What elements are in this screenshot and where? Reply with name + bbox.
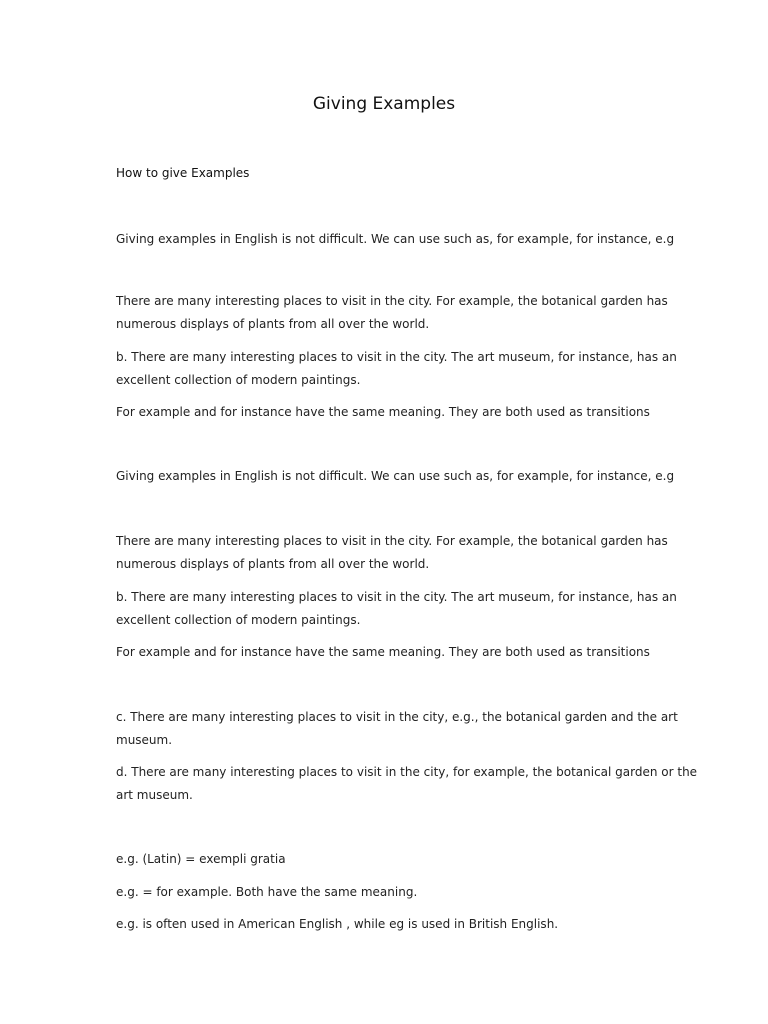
paragraph-line: c. There are many interesting places to visit in the city, e.g., the botanical garden and the art (116, 710, 678, 724)
paragraph-line: There are many interesting places to visit in the city. For example, the botanical garden has (116, 294, 668, 308)
paragraph-line: e.g. = for example. Both have the same meaning. (116, 885, 418, 899)
paragraph-line: b. There are many interesting places to visit in the city. The art museum, for instance, has an (116, 590, 677, 604)
paragraph-example-c (116, 706, 676, 752)
section-heading: How to give Examples (116, 166, 250, 180)
paragraph-eg-meaning (116, 881, 676, 904)
paragraph-line: Giving examples in English is not difficult. We can use such as, for example, for instance, e.g (116, 232, 675, 246)
paragraph-line: b. There are many interesting places to visit in the city. The art museum, for instance, has an (116, 350, 677, 364)
paragraph-intro-1 (116, 228, 676, 251)
paragraph-intro-2 (116, 465, 676, 488)
paragraph-line: numerous displays of plants from all over the world. (116, 317, 430, 331)
paragraph-eg-usage (116, 913, 676, 936)
paragraph-example-a-2 (116, 530, 676, 576)
paragraph-line: Giving examples in English is not difficult. We can use such as, for example, for instance, e.g (116, 469, 675, 483)
paragraph-line: e.g. (Latin) = exempli gratia (116, 852, 286, 866)
paragraph-line: museum. (116, 733, 173, 747)
paragraph-example-b-2 (116, 586, 676, 632)
paragraph-example-b-1 (116, 346, 676, 392)
paragraph-line: art museum. (116, 788, 193, 802)
paragraph-line: d. There are many interesting places to visit in the city, for example, the botanical garden or the (116, 765, 698, 779)
document-title: Giving Examples (312, 94, 456, 114)
paragraph-line: excellent collection of modern paintings. (116, 373, 361, 387)
paragraph-line: For example and for instance have the same meaning. They are both used as transitions (116, 645, 650, 659)
paragraph-example-a-1 (116, 290, 676, 336)
paragraph-line: numerous displays of plants from all over the world. (116, 557, 430, 571)
paragraph-example-d (116, 761, 698, 807)
paragraph-line: For example and for instance have the same meaning. They are both used as transitions (116, 405, 650, 419)
paragraph-line: e.g. is often used in American English , while eg is used in British English. (116, 917, 559, 931)
paragraph-transitions-2 (116, 641, 676, 664)
paragraph-line: excellent collection of modern paintings. (116, 613, 361, 627)
paragraph-eg-latin (116, 848, 676, 871)
paragraph-transitions-1 (116, 401, 676, 424)
paragraph-line: There are many interesting places to visit in the city. For example, the botanical garden has (116, 534, 668, 548)
